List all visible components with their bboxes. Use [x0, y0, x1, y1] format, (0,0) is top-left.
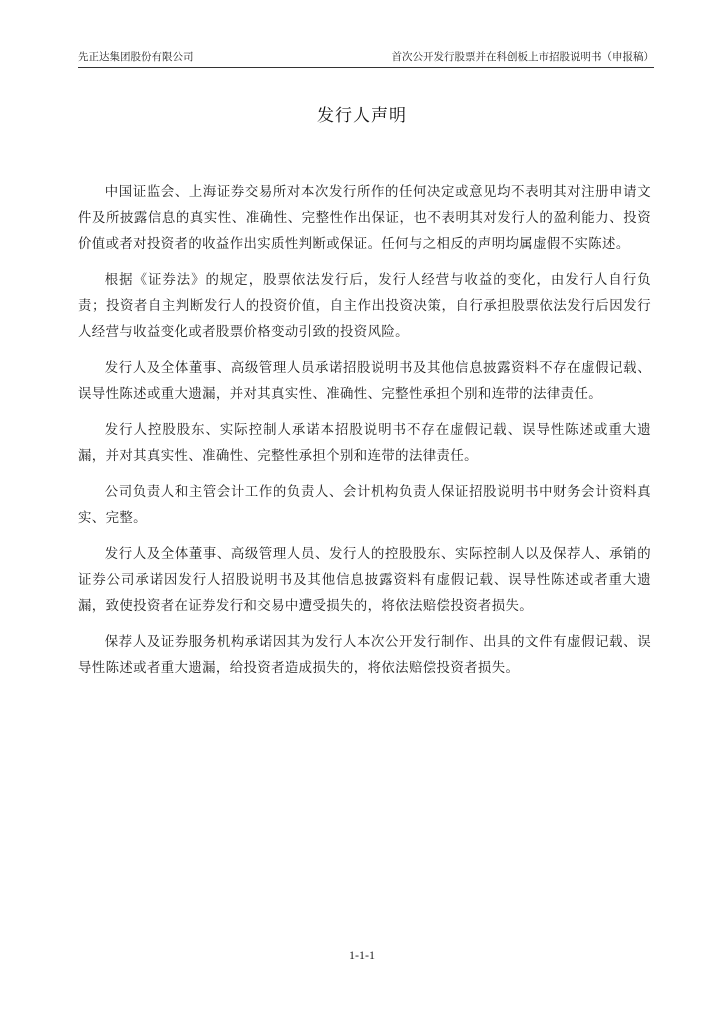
declaration-body: [78, 180, 651, 692]
paragraph-7: 保荐人及证券服务机构承诺因其为发行人本次公开发行制作、出具的文件有虚假记载、误导性陈述或者重大遗漏，给投资者造成损失的，将依法赔偿投资者损失。: [78, 635, 651, 676]
paragraph-5: 公司负责人和主管会计工作的负责人、会计机构负责人保证招股说明书中财务会计资料真实、完整。: [78, 485, 651, 526]
page-header: [78, 49, 654, 68]
header-document-title: 首次公开发行股票并在科创板上市招股说明书（申报稿）: [391, 51, 654, 63]
header-company-name: 先正达集团股份有限公司: [78, 51, 194, 63]
paragraph-6: 发行人及全体董事、高级管理人员、发行人的控股股东、实际控制人以及保荐人、承销的证券公司承诺因发行人招股说明书及其他信息披露资料有虚假记载、误导性陈述或者重大遗漏，致使投资者在证券发行和交易中遭受损失的，将依法赔偿投资者损失。: [78, 547, 651, 614]
paragraph-1: 中国证监会、上海证券交易所对本次发行所作的任何决定或意见均不表明其对注册申请文件及所披露信息的真实性、准确性、完整性作出保证，也不表明其对发行人的盈利能力、投资价值或者对投资者的收益作出实质性判断或保证。任何与之相反的声明均属虚假不实陈述。: [78, 185, 651, 252]
page-number: 1-1-1: [349, 948, 375, 962]
section-title: 发行人声明: [317, 106, 407, 126]
paragraph-4: 发行人控股股东、实际控制人承诺本招股说明书不存在虚假记载、误导性陈述或重大遗漏，并对其真实性、准确性、完整性承担个别和连带的法律责任。: [78, 423, 651, 464]
paragraph-2: 根据《证券法》的规定，股票依法发行后，发行人经营与收益的变化，由发行人自行负责；投资者自主判断发行人的投资价值，自主作出投资决策，自行承担股票依法发行后因发行人经营与收益变化或者股票价格变动引致的投资风险。: [78, 273, 651, 340]
paragraph-3: 发行人及全体董事、高级管理人员承诺招股说明书及其他信息披露资料不存在虚假记载、误导性陈述或重大遗漏，并对其真实性、准确性、完整性承担个别和连带的法律责任。: [78, 361, 651, 402]
